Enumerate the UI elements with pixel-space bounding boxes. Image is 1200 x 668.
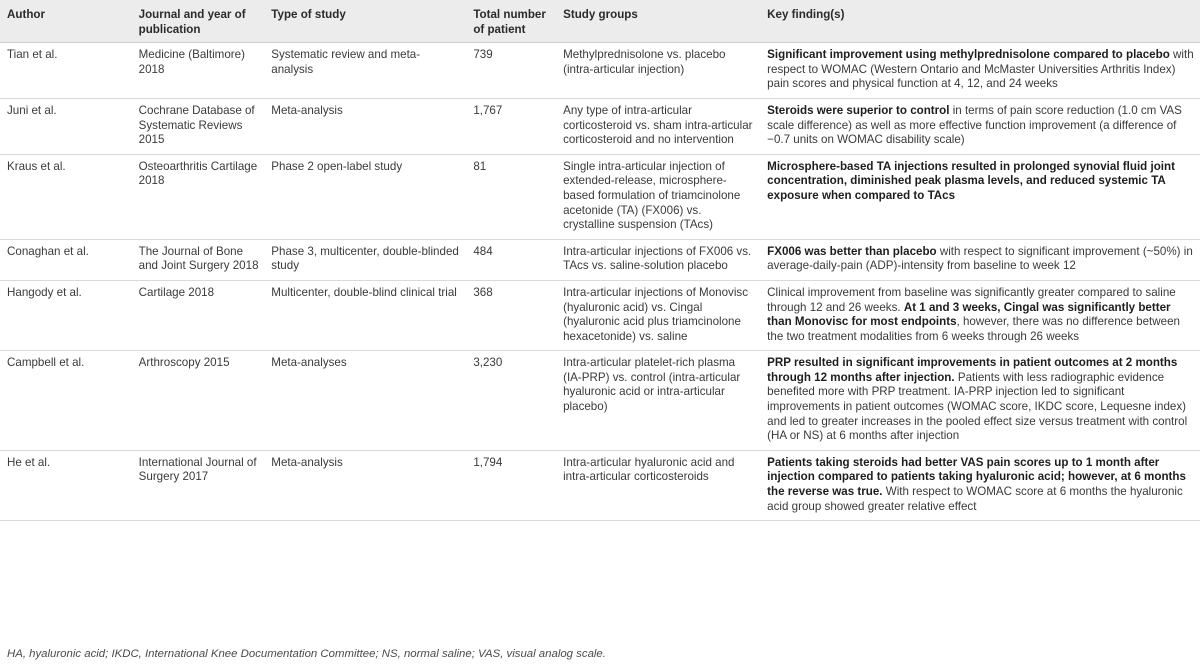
header-groups: Study groups	[557, 0, 761, 43]
cell-finding	[761, 154, 1200, 239]
cell-journal: The Journal of Bone and Joint Surgery 2018	[133, 239, 266, 280]
finding-text: With respect to WOMAC score at 6 months the hyaluronic acid group showed greater relative effect	[767, 485, 1183, 513]
cell-type: Multicenter, double-blind clinical trial	[265, 280, 467, 350]
finding-bold: Steroids were superior to control	[767, 103, 950, 117]
cell-groups: Intra-articular injections of FX006 vs. TAcs vs. saline-solution placebo	[557, 239, 761, 280]
finding-text: with respect to significant improvement (~50%) in average-daily-pain (ADP)-intensity from baseline to week 12	[767, 244, 1193, 273]
cell-finding	[761, 98, 1200, 154]
cell-total: 1,767	[467, 98, 557, 154]
cell-groups: Methylprednisolone vs. placebo (intra-articular injection)	[557, 43, 761, 99]
cell-author: Kraus et al.	[0, 154, 133, 239]
table-row	[0, 351, 1200, 451]
cell-finding	[761, 43, 1200, 99]
table-row	[0, 450, 1200, 520]
cell-finding	[761, 280, 1200, 350]
finding-text: , however, there was no difference between the two treatment modalities from 6 weeks through 26 weeks	[767, 315, 1180, 343]
cell-author: Conaghan et al.	[0, 239, 133, 280]
cell-finding	[761, 351, 1200, 451]
cell-finding	[761, 450, 1200, 520]
finding-bold: Microsphere-based TA injections resulted in prolonged synovial fluid joint concentration, diminished peak plasma levels, and reduced systemic TA exposure when compared to TAcs	[767, 159, 1175, 202]
header-findings: Key finding(s)	[761, 0, 1200, 43]
cell-groups: Intra-articular hyaluronic acid and intra-articular corticosteroids	[557, 450, 761, 520]
finding-bold: FX006 was better than placebo	[767, 244, 937, 258]
finding-text-pre: Clinical improvement from baseline was significantly greater compared to saline through 12 and 26 weeks.	[767, 285, 1176, 314]
finding-text: with respect to WOMAC (Western Ontario and McMaster Universities Arthritis Index) pain scores and physical function at 4, 12, and 24 weeks	[767, 48, 1194, 91]
table-row	[0, 239, 1200, 280]
finding-bold: PRP resulted in significant improvements in patient outcomes at 2 months through 12 months after injection.	[767, 356, 1178, 384]
cell-type: Meta-analysis	[265, 98, 467, 154]
cell-author: Juni et al.	[0, 98, 133, 154]
cell-groups: Single intra-articular injection of extended-release, microsphere-based formulation of triamcinolone acetonide (TA) (FX006) vs. crystalline suspension (TAcs)	[557, 154, 761, 239]
cell-author: Tian et al.	[0, 43, 133, 99]
header-journal: Journal and year of publication	[133, 0, 266, 43]
cell-finding	[761, 239, 1200, 280]
cell-total: 81	[467, 154, 557, 239]
table-header-row	[0, 0, 1200, 43]
cell-type: Systematic review and meta-analysis	[265, 43, 467, 99]
cell-groups: Intra-articular platelet-rich plasma (IA-PRP) vs. control (intra-articular hyaluronic acid or intra-articular placebo)	[557, 351, 761, 451]
cell-type: Phase 3, multicenter, double-blinded study	[265, 239, 467, 280]
cell-journal: Cartilage 2018	[133, 280, 266, 350]
header-total: Total number of patient	[467, 0, 557, 43]
header-type: Type of study	[265, 0, 467, 43]
cell-journal: Arthroscopy 2015	[133, 351, 266, 451]
cell-journal: Cochrane Database of Systematic Reviews 2015	[133, 98, 266, 154]
header-author: Author	[0, 0, 133, 43]
cell-total: 1,794	[467, 450, 557, 520]
cell-total: 739	[467, 43, 557, 99]
table-row	[0, 98, 1200, 154]
cell-groups: Intra-articular injections of Monovisc (hyaluronic acid) vs. Cingal (hyaluronic acid plus triamcinolone hexacetonide) vs. saline	[557, 280, 761, 350]
finding-bold: Patients taking steroids had better VAS pain scores up to 1 month after injection compared to patients taking hyaluronic acid; however, at 6 months the reverse was true.	[767, 455, 1186, 499]
finding-text: in terms of pain score reduction (1.0 cm VAS scale difference) as well as more effective function improvement (a difference of −0.7 units on WOMAC disability scale)	[767, 103, 1182, 147]
table-footnote: HA, hyaluronic acid; IKDC, International Knee Documentation Committee; NS, normal saline; VAS, visual analog scale.	[7, 648, 606, 660]
cell-total: 484	[467, 239, 557, 280]
finding-bold: At 1 and 3 weeks, Cingal was significantly better than Monovisc for most endpoints	[767, 300, 1171, 329]
cell-type: Phase 2 open-label study	[265, 154, 467, 239]
finding-text: Patients with less radiographic evidence benefited more with PRP treatment. IA-PRP injection led to significant improvements in patient outcomes (WOMAC score, IKDC score, Lequesne index) and led to greater increases in the pooled effect size versus treatment with control (HA or NS) at 6 months after injection	[767, 370, 1188, 443]
cell-author: Campbell et al.	[0, 351, 133, 451]
finding-bold: Significant improvement using methylprednisolone compared to placebo	[767, 48, 1170, 62]
table-row	[0, 154, 1200, 239]
table-row	[0, 43, 1200, 99]
cell-total: 3,230	[467, 351, 557, 451]
cell-type: Meta-analyses	[265, 351, 467, 451]
cell-journal: Osteoarthritis Cartilage 2018	[133, 154, 266, 239]
cell-type: Meta-analysis	[265, 450, 467, 520]
cell-total: 368	[467, 280, 557, 350]
cell-journal: Medicine (Baltimore) 2018	[133, 43, 266, 99]
cell-journal: International Journal of Surgery 2017	[133, 450, 266, 520]
cell-groups: Any type of intra-articular corticosteroid vs. sham intra-articular corticosteroid and no intervention	[557, 98, 761, 154]
cell-author: He et al.	[0, 450, 133, 520]
cell-author: Hangody et al.	[0, 280, 133, 350]
table-row	[0, 280, 1200, 350]
